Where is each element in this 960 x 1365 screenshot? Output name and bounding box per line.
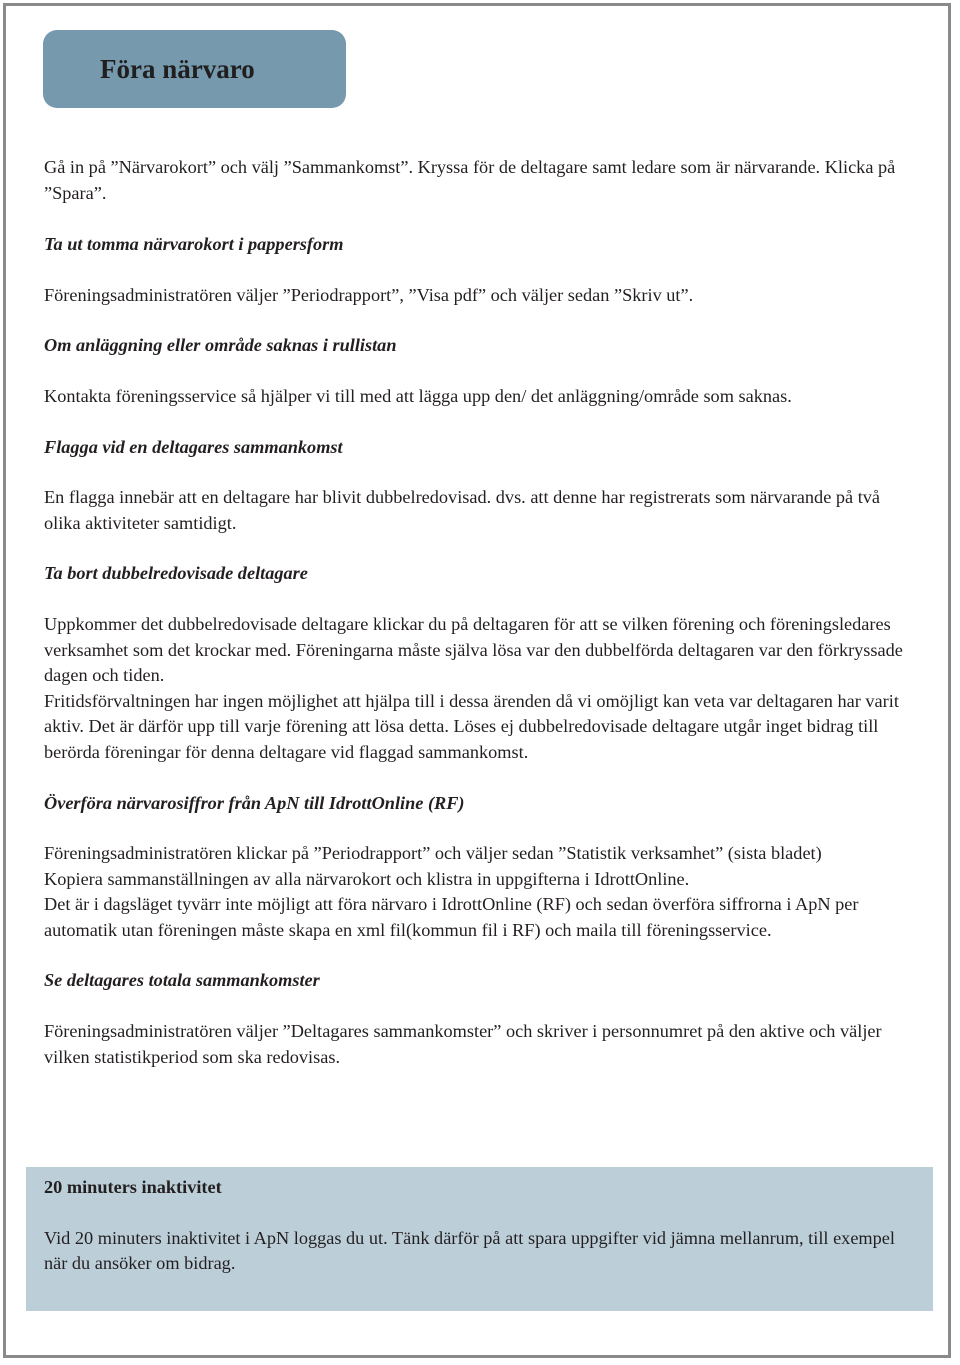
remove-double-heading: Ta bort dubbelredovisade deltagare	[44, 563, 308, 584]
transfer-heading: Överföra närvarosiffror från ApN till IdrottOnline (RF)	[44, 792, 465, 813]
total-heading: Se deltagares totala sammankomster	[44, 970, 320, 991]
transfer-paragraph-2: Kopiera sammanställningen av alla närvarokort och klistra in uppgifterna i IdrottOnline.	[44, 868, 690, 889]
transfer-paragraph-3: Det är i dagsläget tyvärr inte möjligt att föra närvaro i IdrottOnline (RF) och sedan överföra siffrorna i ApN per automatik utan föreningen måste skapa en xml fil(kommun fil i RF) och maila till föreningsservice.	[44, 894, 859, 940]
title-banner	[43, 30, 346, 108]
page-title: Föra närvaro	[100, 53, 255, 84]
intro-paragraph: Gå in på ”Närvarokort” och välj ”Sammankomst”. Kryssa för de deltagare samt ledare som är närvarande. Klicka på ”Spara”.	[44, 157, 896, 203]
info-box-text: Vid 20 minuters inaktivitet i ApN loggas du ut. Tänk därför på att spara uppgifter vid jämna mellanrum, till exempel när du ansöker om bidrag.	[44, 1227, 895, 1274]
missing-facility-paragraph: Kontakta föreningsservice så hjälper vi till med att lägga upp den/ det anläggning/område som saknas.	[44, 385, 792, 406]
total-paragraph: Föreningsadministratören väljer ”Deltagares sammankomster” och skriver i personnumret på den aktive och väljer vilken statistikperiod som ska redovisas.	[44, 1021, 882, 1067]
missing-facility-heading: Om anläggning eller område saknas i rullistan	[44, 335, 397, 356]
empty-cards-paragraph: Föreningsadministratören väljer ”Periodrapport”, ”Visa pdf” och väljer sedan ”Skriv ut”.	[44, 284, 694, 305]
flag-paragraph: En flagga innebär att en deltagare har blivit dubbelredovisad. dvs. att denne har registrerats som närvarande på två olika aktiviteter samtidigt.	[44, 487, 881, 533]
remove-double-paragraph-1: Uppkommer det dubbelredovisade deltagare klickar du på deltagaren för att se vilken förening och föreningsledares verksamhet som det krockar med. Föreningarna måste själva lösa var den dubbelförda deltagaren var den förkryssade dagen och tiden.	[44, 613, 903, 686]
info-box-title: 20 minuters inaktivitet	[44, 1177, 222, 1197]
remove-double-paragraph-2: Fritidsförvaltningen har ingen möjlighet att hjälpa till i dessa ärenden då vi omöjligt kan veta var deltagaren har varit aktiv. Det är därför upp till varje förening att lösa detta. Löses ej dubbelredovisade deltagare utgår inget bidrag till berörda föreningar för denna deltagare vid flaggad sammankomst.	[44, 690, 899, 762]
document-body	[44, 155, 919, 1070]
flag-heading: Flagga vid en deltagares sammankomst	[44, 436, 343, 457]
transfer-paragraph-1: Föreningsadministratören klickar på ”Periodrapport” och väljer sedan ”Statistik verksamhet” (sista bladet)	[44, 843, 822, 864]
empty-cards-heading: Ta ut tomma närvarokort i pappersform	[44, 234, 344, 255]
inactivity-info-box	[26, 1167, 933, 1311]
